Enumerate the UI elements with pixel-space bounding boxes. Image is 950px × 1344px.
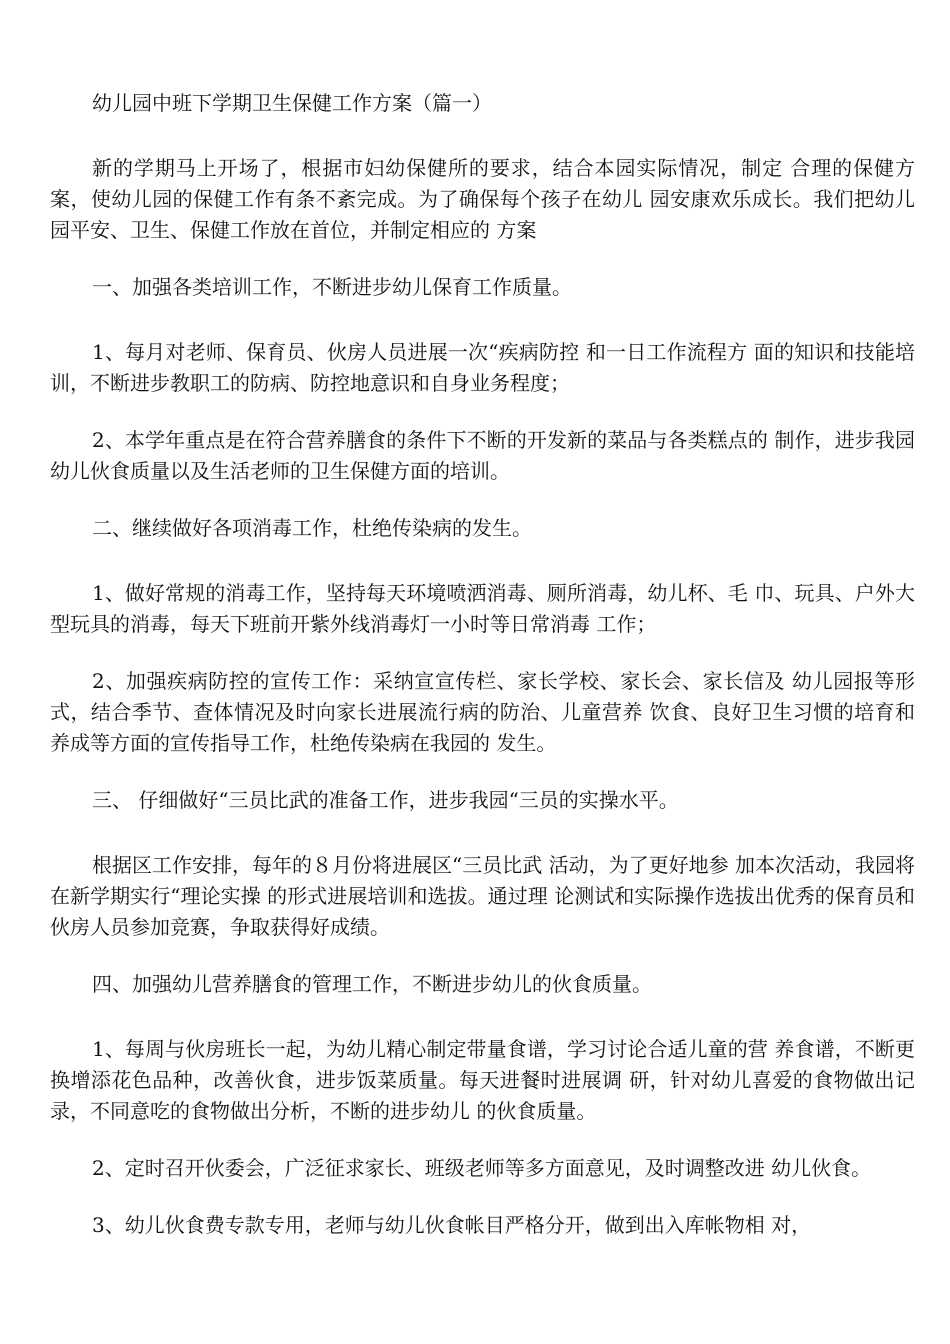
section-heading-4: 四、加强幼儿营养膳食的管理工作，不断进步幼儿的伙食质量。 [92,972,652,996]
paragraph-3-1: 根据区工作安排，每年的８月份将进展区“三员比武 活动，为了更好地参 加本次活动，我园将在新学期实行“理论实操 的形式进展培训和选拔。通过理 论测试和实际操作选拔出优秀的保育员和伙房人员参加竞赛，争取获得好成绩。 [50,853,915,939]
paragraph-1-1: 1、每月对老师、保育员、伙房人员进展一次“疾病防控 和一日工作流程方 面的知识和技能培训，不断进步教职工的防病、防控地意识和自身业务程度； [50,340,915,395]
section-heading-1: 一、加强各类培训工作，不断进步幼儿保育工作质量。 [92,275,572,299]
paragraph-2-1: 1、做好常规的消毒工作，坚持每天环境喷洒消毒、厕所消毒，幼儿杯、毛 巾、玩具、户外大型玩具的消毒，每天下班前开紫外线消毒灯一小时等日常消毒 工作； [50,581,915,636]
section-heading-2: 二、继续做好各项消毒工作，杜绝传染病的发生。 [92,516,532,540]
paragraph-1-2: 2、本学年重点是在符合营养膳食的条件下不断的开发新的菜品与各类糕点的 制作，进步我园幼儿伙食质量以及生活老师的卫生保健方面的培训。 [50,428,915,483]
paragraph-2-2: 2、加强疾病防控的宣传工作：采纳宣宣传栏、家长学校、家长会、家长信及 幼儿园报等形式，结合季节、查体情况及时向家长进展流行病的防治、儿童营养 饮食、良好卫生习惯的培育和养成等方面的宣传指导工作，杜绝传染病在我园的 发生。 [50,669,915,755]
paragraph-intro: 新的学期马上开场了，根据市妇幼保健所的要求，结合本园实际情况，制定 合理的保健方案，使幼儿园的保健工作有条不紊完成。为了确保每个孩子在幼儿 园安康欢乐成长。我们把幼儿园平安、卫生、保健工作放在首位，并制定相应的 方案 [50,156,915,242]
paragraph-4-1: 1、每周与伙房班长一起，为幼儿精心制定带量食谱，学习讨论合适儿童的营 养食谱，不断更换增添花色品种，改善伙食，进步饭菜质量。每天进餐时进展调 研，针对幼儿喜爱的食物做出记录，不同意吃的食物做出分析，不断的进步幼儿 的伙食质量。 [50,1037,915,1123]
document-title: 幼儿园中班下学期卫生保健工作方案（篇一） [92,91,492,115]
section-heading-3: 三、 仔细做好“三员比武的准备工作，进步我园“三员的实操水平。 [92,788,679,812]
paragraph-4-3: 3、幼儿伙食费专款专用，老师与幼儿伙食帐目严格分开，做到出入库帐物相 对， [92,1213,812,1237]
document-page [50,88,915,1267]
paragraph-4-2: 2、定时召开伙委会，广泛征求家长、班级老师等多方面意见，及时调整改进 幼儿伙食。 [92,1156,872,1180]
